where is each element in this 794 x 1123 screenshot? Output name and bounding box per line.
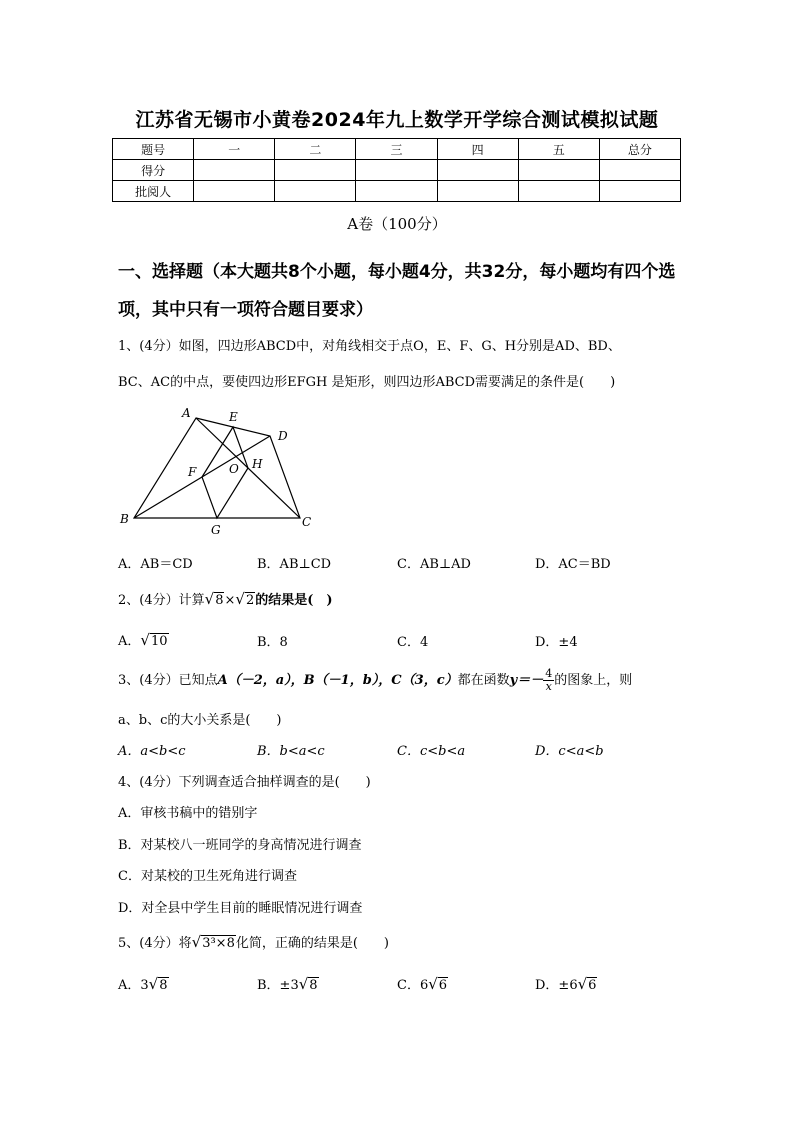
q3-fraction	[543, 668, 554, 693]
part1-heading: 一、选择题（本大题共8个小题，每小题4分，共32分，每小题均有四个选项，其中只有一项符合题目要求）	[118, 262, 676, 320]
q4-option-a[interactable]: A．审核书稿中的错别字	[118, 806, 258, 821]
q1-option-c[interactable]: C．AB⊥AD	[397, 557, 471, 572]
sqrt-8: √8	[148, 975, 168, 993]
q3-stem-line2: a、b、c的大小关系是( )	[118, 713, 282, 728]
score-table-cell: 五	[518, 139, 599, 160]
score-entry-cell[interactable]	[356, 160, 437, 181]
q5-stem	[118, 932, 389, 951]
radicand: 10	[150, 634, 168, 649]
q3-stem-line1	[118, 668, 632, 693]
q4-option-b[interactable]: B．对某校八一班同学的身高情况进行调查	[118, 838, 362, 853]
score-table-cell: 得分	[113, 160, 194, 181]
score-table-cell: 四	[437, 139, 518, 160]
option-label: A．	[118, 634, 141, 649]
q3-function-left: y＝－	[509, 673, 544, 688]
score-table-cell: 题号	[113, 139, 194, 160]
label-o: O	[229, 462, 239, 476]
score-entry-cell[interactable]	[275, 181, 356, 202]
q3-option-d[interactable]: D．c<a<b	[535, 744, 604, 759]
score-table-cell: 总分	[599, 139, 680, 160]
q4-stem: 4、(4分）下列调查适合抽样调查的是( )	[118, 775, 371, 790]
radicand: 2	[245, 593, 255, 608]
label-a: A	[182, 406, 191, 420]
q5-option-c[interactable]	[397, 974, 448, 993]
q5-prefix: 5、(4分）将	[118, 936, 192, 951]
q1-stem-line1: 1、(4分）如图，四边形ABCD中，对角线相交于点O，E、F、G、H分别是AD、BD、	[118, 339, 621, 354]
score-table-cell: 一	[194, 139, 275, 160]
label-d: D	[278, 429, 288, 443]
score-entry-cell[interactable]	[599, 160, 680, 181]
radicand: 8	[215, 593, 224, 608]
q2-option-d[interactable]: D．±4	[535, 635, 578, 650]
q1-option-b[interactable]: B．AB⊥CD	[257, 557, 332, 572]
label-h: H	[252, 457, 263, 471]
score-table-cell: 批阅人	[113, 181, 194, 202]
score-entry-cell[interactable]	[599, 181, 680, 202]
fraction-denominator: x	[545, 680, 552, 693]
score-entry-cell[interactable]	[356, 181, 437, 202]
radicand: 8	[159, 978, 168, 993]
score-entry-cell[interactable]	[194, 181, 275, 202]
score-table	[112, 138, 681, 202]
sqrt-8: √8	[204, 590, 224, 608]
label-f: F	[188, 465, 197, 479]
times-sign: ×	[224, 593, 236, 608]
q5-option-a[interactable]	[118, 974, 169, 993]
q2-suffix: 的结果是( )	[255, 593, 333, 608]
q3-prefix: 3、(4分）已知点	[118, 673, 218, 688]
q3-option-b[interactable]: B．b<a<c	[257, 744, 325, 759]
radicand: 3³×8	[202, 936, 235, 951]
label-b: B	[120, 512, 129, 526]
sqrt-expression: √3³×8	[191, 933, 235, 951]
radicand: 6	[438, 978, 448, 993]
q3-option-a[interactable]: A．a<b<c	[118, 744, 186, 759]
q1-option-d[interactable]: D．AC＝BD	[535, 557, 611, 572]
q3-mid: 都在函数	[457, 673, 510, 688]
q3-option-c[interactable]: C．c<b<a	[397, 744, 466, 759]
score-table-cell: 三	[356, 139, 437, 160]
sqrt-6: √6	[428, 975, 448, 993]
score-table-row	[113, 181, 681, 202]
q5-option-b[interactable]	[257, 974, 319, 993]
score-entry-cell[interactable]	[518, 160, 599, 181]
q1-quadrilateral-figure	[112, 400, 332, 540]
sqrt-8: √8	[298, 975, 318, 993]
score-table-row	[113, 139, 681, 160]
q1-stem-line2: BC、AC的中点，要使四边形EFGH 是矩形，则四边形ABCD需要满足的条件是( )	[118, 375, 616, 390]
q2-stem	[118, 589, 333, 608]
q2-option-c[interactable]: C．4	[397, 635, 429, 650]
q2-option-a[interactable]	[118, 630, 169, 649]
q2-option-b[interactable]: B．8	[257, 635, 288, 650]
q1-option-a[interactable]: A．AB＝CD	[118, 557, 193, 572]
option-coefficient: B．±3	[257, 978, 299, 993]
option-coefficient: A．3	[118, 978, 149, 993]
score-table-cell: 二	[275, 139, 356, 160]
fraction-numerator: 4	[545, 667, 553, 680]
q5-suffix: 化简，正确的结果是( )	[235, 936, 389, 951]
label-c: C	[302, 515, 312, 529]
q4-option-d[interactable]: D．对全县中学生目前的睡眠情况进行调查	[118, 901, 363, 916]
sqrt-6: √6	[577, 975, 597, 993]
q4-option-c[interactable]: C．对某校的卫生死角进行调查	[118, 869, 297, 884]
radicand: 8	[309, 978, 318, 993]
score-entry-cell[interactable]	[437, 181, 518, 202]
section-a-heading: A卷（100分）	[347, 215, 447, 233]
radicand: 6	[588, 978, 597, 993]
q2-prefix: 2、(4分）计算	[118, 593, 205, 608]
option-coefficient: D．±6	[535, 978, 578, 993]
label-g: G	[211, 523, 221, 537]
score-entry-cell[interactable]	[437, 160, 518, 181]
sqrt-10: √10	[140, 631, 168, 649]
score-entry-cell[interactable]	[275, 160, 356, 181]
label-e: E	[229, 410, 238, 424]
q3-suffix: 的图象上，则	[554, 673, 633, 688]
score-table-row	[113, 160, 681, 181]
score-entry-cell[interactable]	[518, 181, 599, 202]
score-entry-cell[interactable]	[194, 160, 275, 181]
exam-title: 江苏省无锡市小黄卷2024年九上数学开学综合测试模拟试题	[135, 109, 659, 131]
sqrt-2: √2	[235, 590, 255, 608]
q5-option-d[interactable]	[535, 974, 597, 993]
q3-points: A（－2，a），B（－1，b），C（3，c）	[217, 673, 458, 688]
option-coefficient: C．6	[397, 978, 429, 993]
